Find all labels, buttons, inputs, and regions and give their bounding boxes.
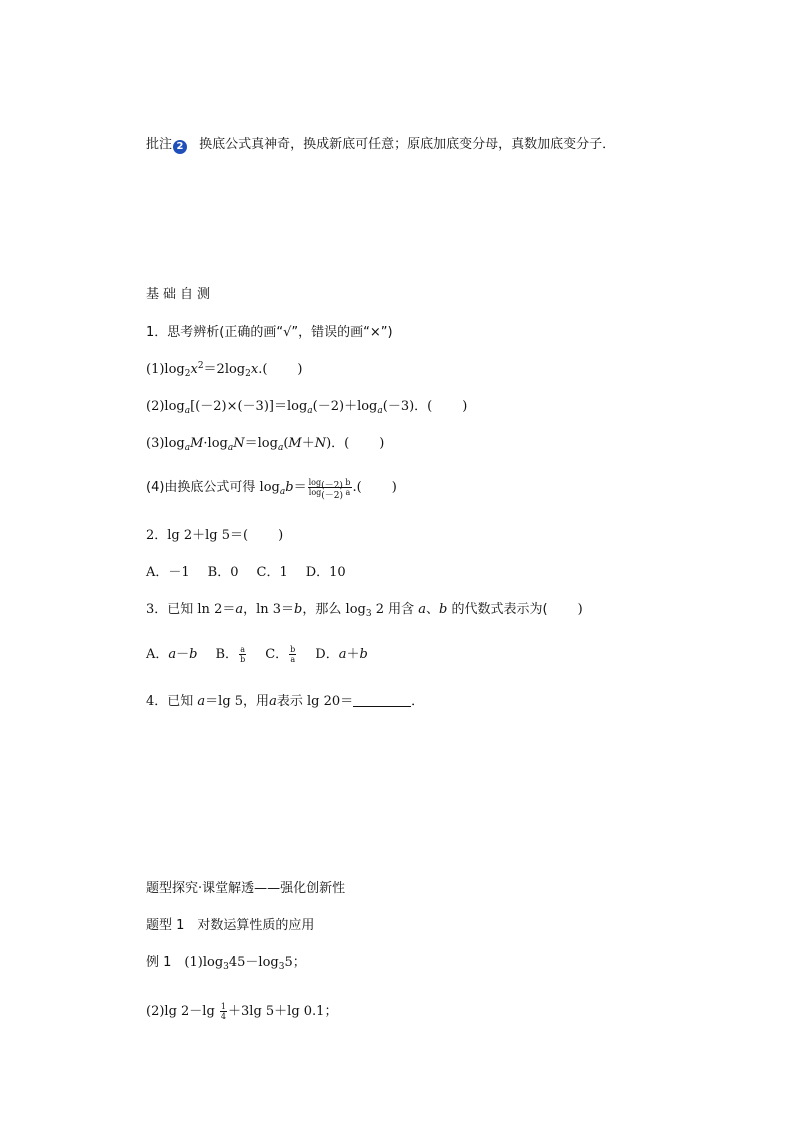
- note-label: 批注: [146, 137, 173, 152]
- question-type-1: 题型 1 对数运算性质的应用: [146, 918, 315, 933]
- question-1-stem: 1．思考辨析(正确的画“√”，错误的画“×”): [146, 325, 393, 340]
- option-a: A．－1: [146, 565, 190, 580]
- annotation-note: [146, 136, 615, 154]
- note-number-badge: 2: [173, 140, 187, 154]
- option-a: A．a－b: [146, 647, 198, 662]
- option-c: C． $\frac{b}{a}$: [265, 645, 296, 664]
- option-d: D．10: [305, 565, 346, 580]
- question-2-stem: 2．lg 2＋lg 5＝( ): [146, 528, 284, 543]
- note-text: 换底公式真神奇，换成新底可任意；原底加底变分母，真数加底变分子．: [199, 137, 616, 152]
- question-1-item-1: $(1)\log_2x^2=2\log_2x$.( ): [146, 361, 303, 379]
- section-heading-basic-self-test: 基础自测: [146, 287, 215, 302]
- question-1-item-2: $(2)\log_a[(-2)\times(-3)]=\log_a(-2)+\log_a(-3)$．( ): [146, 399, 468, 416]
- example-1-part-1: 例 1 $(1)\log_345-\log_35$；: [146, 955, 306, 972]
- option-d: D．a＋b: [315, 647, 368, 662]
- question-4: 4．已知 a＝lg 5，用a表示 lg 20＝ ．: [146, 694, 425, 709]
- option-b: B．0: [207, 565, 239, 580]
- answer-blank: [353, 694, 411, 707]
- question-2-options: [146, 564, 364, 582]
- section-heading-type-exploration: 题型探究·课堂解透——强化创新性: [146, 881, 346, 896]
- question-1-item-3: $(3)\log_aM\cdot\log_aN=\log_a(M+N)$．( ): [146, 436, 385, 453]
- question-3-options: [146, 645, 386, 664]
- question-3-stem: 3．已知 ln 2＝a，ln 3＝b，那么 $\log_3 2$ 用含 a、b 的代数式表示为( ): [146, 602, 583, 619]
- example-1-part-2: (2)lg 2－lg $\frac{1}{4}$ ＋3lg 5＋lg 0.1；: [146, 1002, 338, 1021]
- question-1-item-4: (4)由换底公式可得 $\log_ab=$ $\frac{\log_{(-2)} b}{\log_{(-2)} a}$ .( ): [146, 478, 397, 501]
- option-c: C．1: [256, 565, 288, 580]
- option-b: B． $\frac{a}{b}$: [215, 645, 246, 664]
